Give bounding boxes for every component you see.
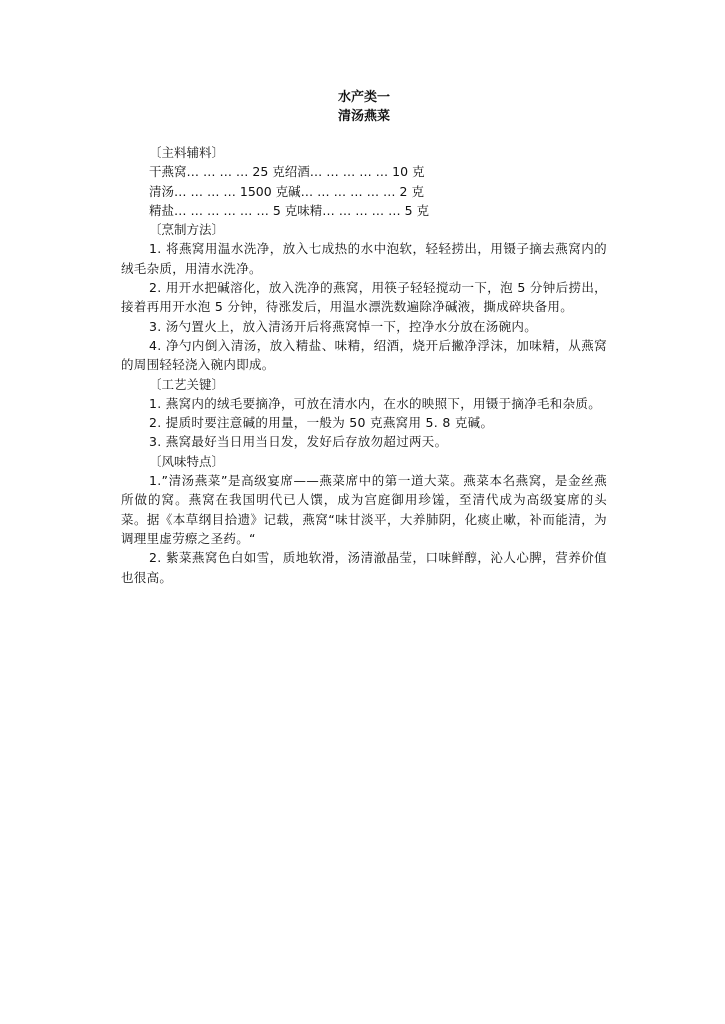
document-page xyxy=(121,88,607,587)
method-step: 2. 用开水把碱溶化，放入洗净的燕窝，用筷子轻轻搅动一下，泡 5 分钟后捞出，接着再用开水泡 5 分钟，待涨发后，用温水漂洗数遍除净碱液，撕成碎块备用。 xyxy=(121,280,607,315)
key-point-item: 1. 燕窝内的绒毛要摘净，可放在清水内，在水的映照下，用镊于摘净毛和杂质。 xyxy=(149,395,602,411)
document-category-title: 水产类一 xyxy=(337,90,390,105)
method-step: 4. 净勺内倒入清汤，放入精盐、味精，绍酒，烧开后撇净浮沫，加味精，从燕窝的周围轻轻浇入碗内即成。 xyxy=(121,337,607,373)
method-step: 1. 将燕窝用温水洗净，放入七成热的水中泡软，轻轻捞出，用镊子摘去燕窝内的绒毛杂质，用清水洗净。 xyxy=(121,241,607,276)
ingredient-line: 清汤… … … … 1500 克碱… … … … … … 2 克 xyxy=(149,183,424,199)
ingredient-line: 干燕窝… … … … 25 克绍酒… … … … … 10 克 xyxy=(149,164,425,180)
key-points-heading: 〔工艺关键〕 xyxy=(149,376,225,392)
ingredient-line: 精盐… … … … … … 5 克味精… … … … … 5 克 xyxy=(149,202,430,218)
feature-item: 2. 紫菜燕窝色白如雪，质地软滑，汤清澈晶莹，口味鲜醇，沁人心脾，营养价值也很高。 xyxy=(121,550,607,585)
feature-item: 1.”清汤燕菜”是高级宴席——燕菜席中的第一道大菜。燕菜本名燕窝，是金丝燕所做的窝。燕窝在我国明代已人馔，成为宫庭御用珍馐，至清代成为高级宴席的头菜。据《本草纲目拾遗》记载，燕窝“味甘淡平，大养肺阴，化痰止嗽，补而能清，为调理里虚劳瘵之圣药。“ xyxy=(121,473,607,546)
key-point-item: 3. 燕窝最好当日用当日发，发好后存放勿超过两天。 xyxy=(149,434,448,450)
ingredients-heading: 〔主料辅料〕 xyxy=(149,145,225,160)
recipe-title: 清汤燕菜 xyxy=(337,109,390,124)
key-point-item: 2. 提质时要注意碱的用量，一般为 50 克燕窝用 5. 8 克碱。 xyxy=(149,415,494,431)
title-spacer xyxy=(121,126,607,143)
method-step: 3. 汤勺置火上，放入清汤开后将燕窝悼一下，控净水分放在汤碗内。 xyxy=(149,318,538,334)
method-heading: 〔烹制方法〕 xyxy=(149,222,225,238)
features-heading: 〔风味特点〕 xyxy=(149,453,225,469)
